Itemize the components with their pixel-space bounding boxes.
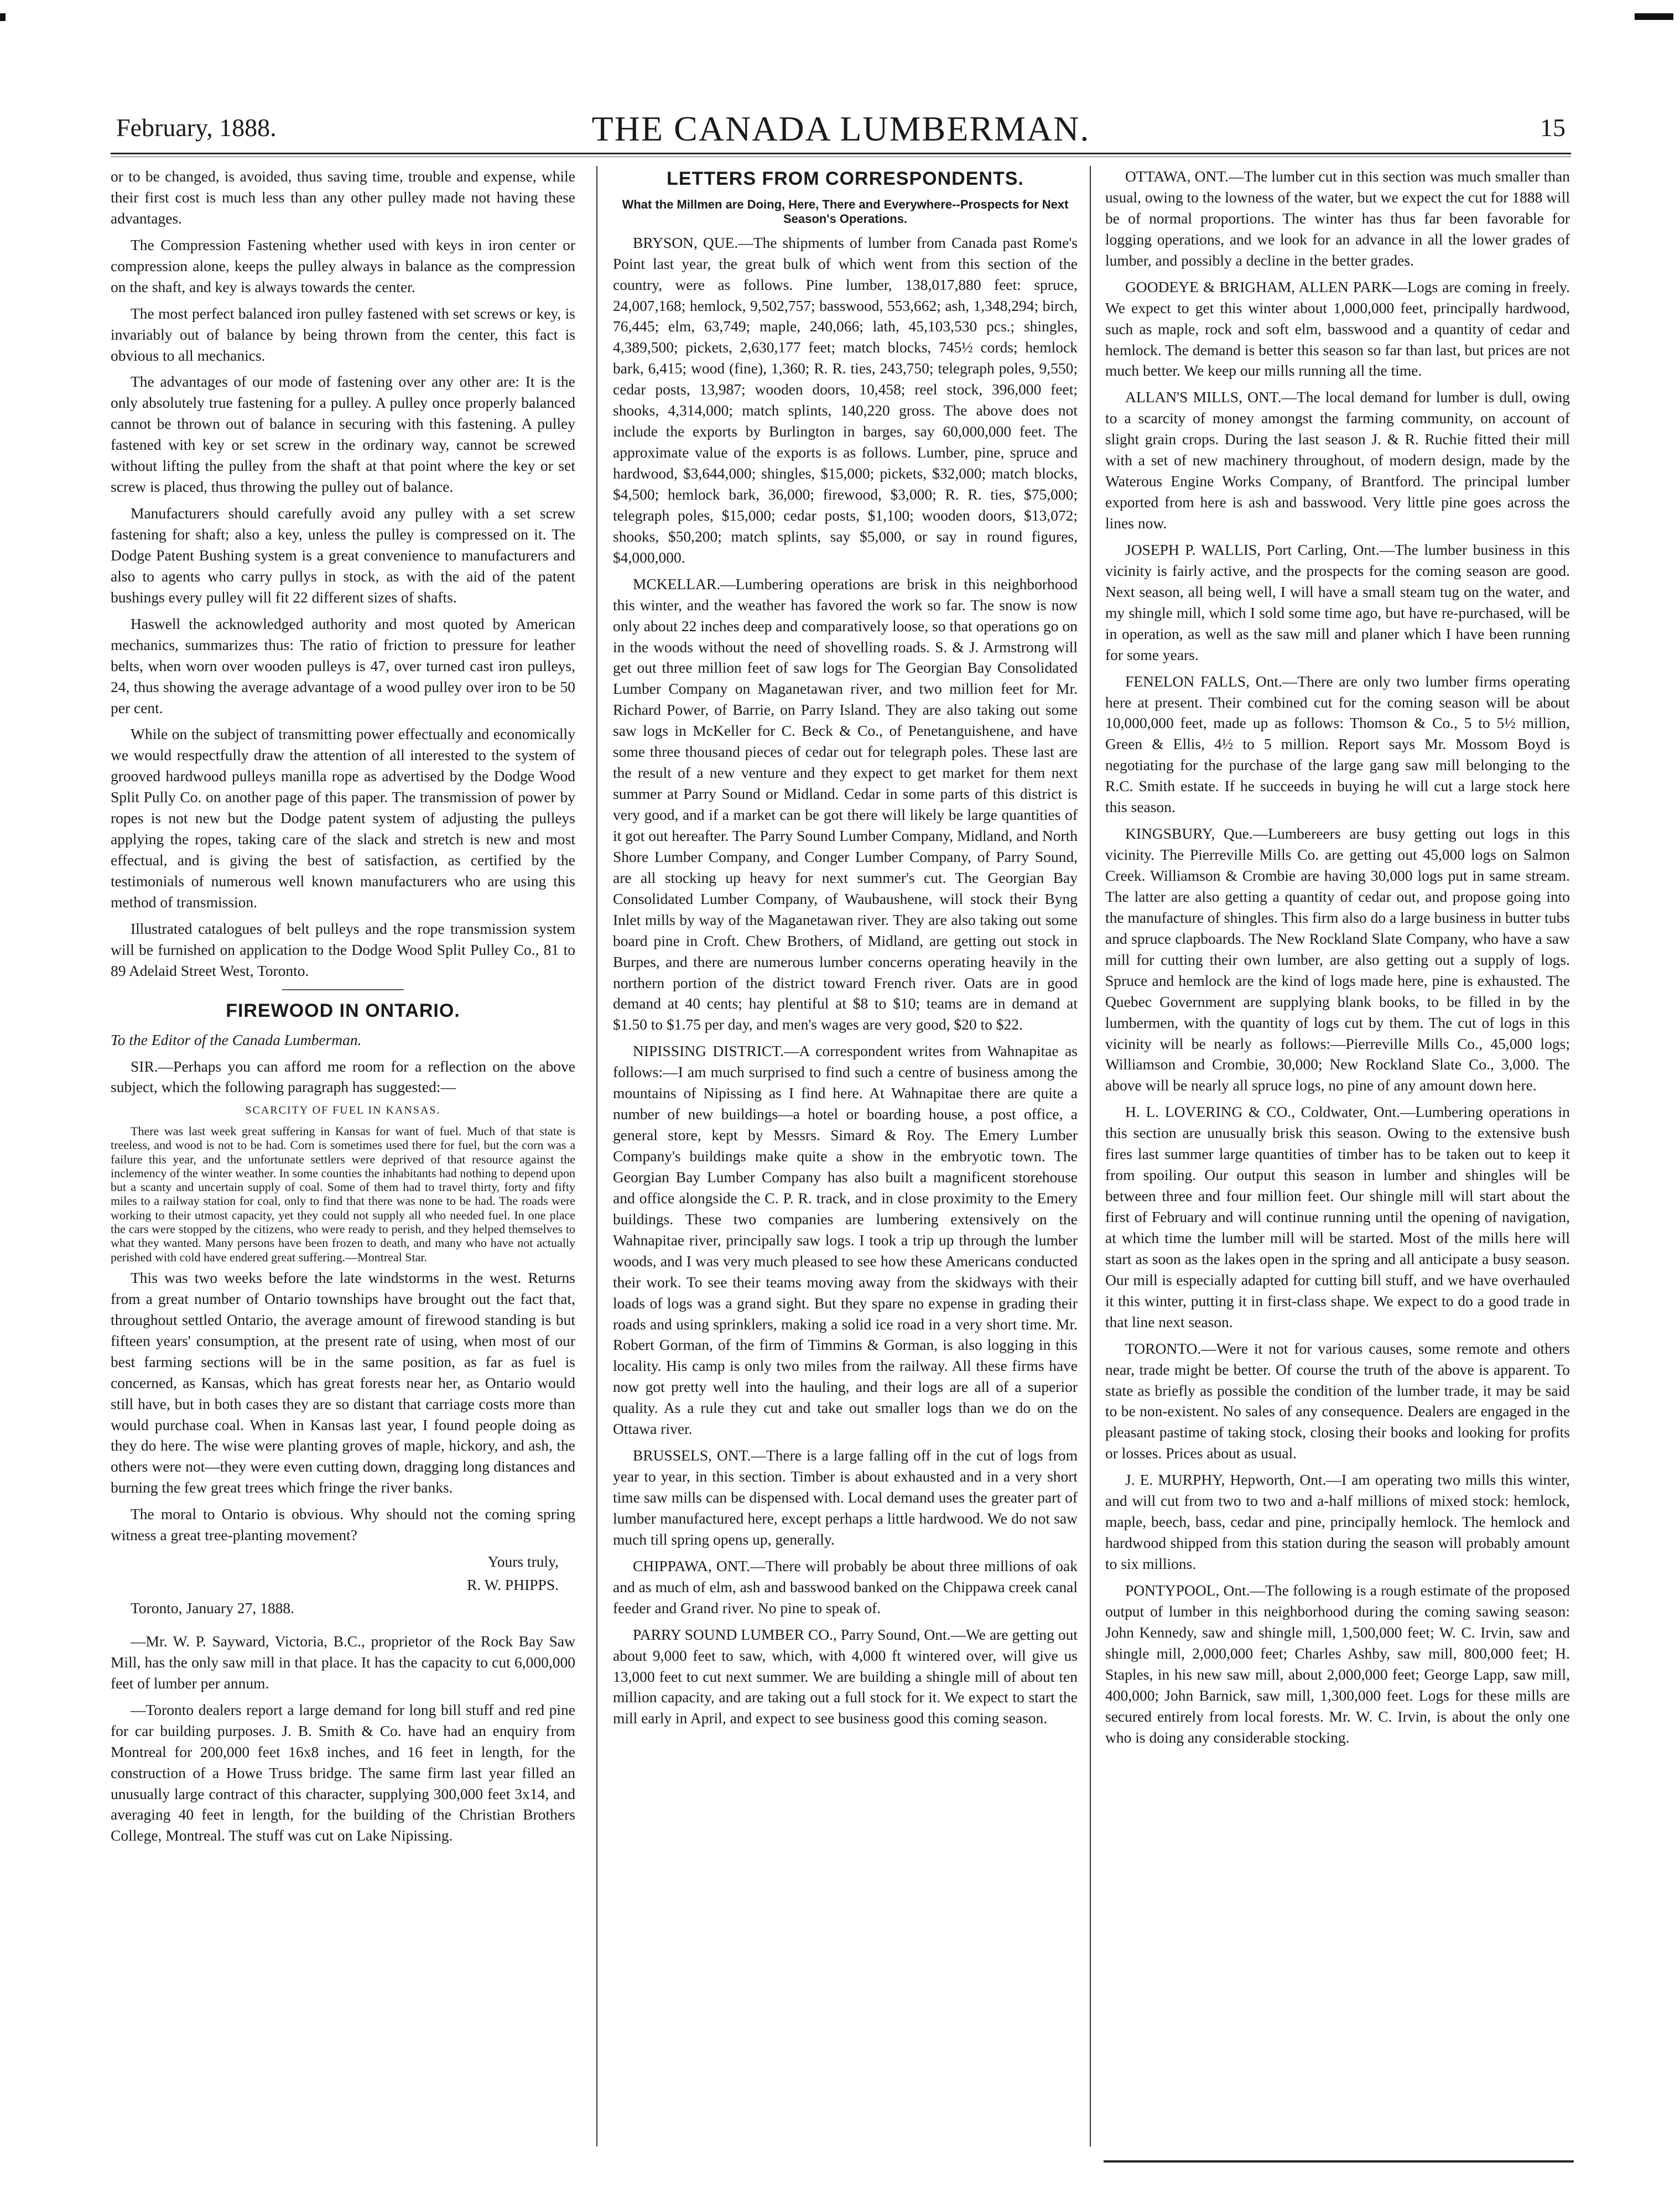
page-number: 15 xyxy=(1540,113,1565,142)
article-paragraph: The most perfect balanced iron pulley fastened with set screws or key, is invariably out of balance by being thrown from the center, this fact is obvious to all mechanics. xyxy=(111,304,575,364)
scan-mark-left xyxy=(0,13,6,21)
signature-closing: Yours truly, xyxy=(487,1553,559,1571)
section-divider xyxy=(282,989,404,990)
column-middle xyxy=(613,166,1078,1734)
article-paragraph: or to be changed, is avoided, thus saving time, trouble and expense, while their first cost is much less than any other pulley made not having these advantages. xyxy=(111,168,575,227)
correspondent-letter: TORONTO.—Were it not for various causes, some remote and others near, trade might be better. Of course the truth of the above is apparent. To state as briefly as possible the condition of the lumber trade, it may be said to be non-existent. No sales of any consequence. Dealers are engaged in the pleasant pastime of taking stock, closing their books and looking for profits or losses. Prices about as usual. xyxy=(1105,1339,1570,1462)
article-paragraph: The moral to Ontario is obvious. Why should not the coming spring witness a great tree-planting movement? xyxy=(111,1505,575,1544)
column-right xyxy=(1105,166,1570,1753)
scan-mark-right xyxy=(1635,13,1673,20)
correspondent-letter: BRYSON, QUE.—The shipments of lumber from Canada past Rome's Point last year, the great bulk of which went from this section of the country, were as follows. Pine lumber, 138,017,880 feet: spruce, 24,007,168; hemlock, 9,502,757; basswood, 553,662; ash, 1,348,294; birch, 76,445; elm, 63,749; maple, 240,066; lath, 45,103,530 pcs.; shingles, 4,389,500; pickets, 2,630,177 feet; match blocks, 745½ cords; hemlock bark, 6,415; wood (fine), 1,360; R. R. ties, 243,750; telegraph poles, 9,550; cedar posts, 13,987; wooden doors, 10,458; reel stock, 396,000 feet; shooks, 4,314,000; match splints, 140,220 gross. The above does not include the exports by Burlington in barges, say 60,000,000 feet. The approximate value of the exports is as follows. Lumber, pine, spruce and hardwood, $3,644,000; shingles, $15,000; pickets, $32,000; match blocks, $4,500; hemlock bark, 36,000; firewood, $3,000; R. R. ties, $75,000; telegraph poles, $15,000; cedar posts, $1,100; wooden doors, $13,072; shooks, $50,200; match splints, say $5,000, or say in round figures, $4,000,000. xyxy=(613,233,1078,566)
article-paragraph: Manufacturers should carefully avoid any pulley with a set screw fastening for shaft; also a key, unless the pulley is compressed on it. The Dodge Patent Bushing system is a great convenience to manufacturers and also to agents who carry pullys in stock, as with the aid of the patent bushings every pulley will fit 22 different sizes of shafts. xyxy=(111,505,575,606)
correspondent-letter: J. E. MURPHY, Hepworth, Ont.—I am operating two mills this winter, and will cut from two to two and a-half millions of mixed stock: hemlock, maple, beech, bass, cedar and pine, principally hemlock. The hemlock and hardwood shipped from this station during the season will probably amount to six millions. xyxy=(1105,1471,1570,1572)
correspondent-letter: OTTAWA, ONT.—The lumber cut in this section was much smaller than usual, owing to the lowness of the water, but we expect the cut for 1888 will be of normal proportions. The winter has thus far been favorable for logging operations, and we look for an advance in all the lower grades of lumber, and possibly a decline in the better grades. xyxy=(1105,168,1570,269)
section-title-letters: LETTERS FROM CORRESPONDENTS. xyxy=(667,168,1024,189)
masthead-title: THE CANADA LUMBERMAN. xyxy=(591,109,1090,148)
page-header xyxy=(116,108,1565,147)
news-note: —Toronto dealers report a large demand for long bill stuff and red pine for car building purposes. J. B. Smith & Co. have had an enquiry from Montreal for 200,000 feet 16x8 inches, and 16 feet in length, for the construction of a Howe Truss bridge. The same firm last year filled an unusually large contract of this character, supplying 300,000 feet 3x14, and averaging 40 feet in length, for the building of the Christian Brothers College, Montreal. The stuff was cut on Lake Nipissing. xyxy=(111,1701,575,1844)
article-paragraph: While on the subject of transmitting power effectually and economically we would respectfully draw the attention of all interested to the system of grooved hardwood pulleys manilla rope as advertised by the Dodge Wood Split Pully Co. on another page of this paper. The transmission of power by ropes is not new but the Dodge patent system of adjusting the pulleys applying the ropes, taking care of the slack and stretch is new and most effectual, and is giving the best of satisfaction, as certified by the testimonials of numerous well known manufacturers who are using this method of transmission. xyxy=(111,725,575,911)
quoted-block xyxy=(111,1124,575,1264)
correspondent-letter: CHIPPAWA, ONT.—There will probably be about three millions of oak and as much of elm, ash and basswood banked on the Chippawa creek canal feeder and Grand river. No pine to speak of. xyxy=(613,1557,1078,1617)
correspondent-letter: PARRY SOUND LUMBER CO., Parry Sound, Ont.—We are getting out about 9,000 feet to saw, which, with 4,000 ft wintered over, will give us 13,000 feet to cut next summer. We are building a shingle mill of about ten million capacity, and are taking out a full stock for it. We expect to start the mill early in April, and expect to see business good this coming season. xyxy=(613,1625,1078,1727)
correspondent-letter: BRUSSELS, ONT.—There is a large falling off in the cut of logs from year to year, in this section. Timber is about exhausted and in a very short time saw mills can be dispensed with. Local demand uses the greater part of lumber manufactured here, except perhaps a little hardwood. We do not saw much till spring opens up, generally. xyxy=(613,1447,1078,1548)
article-paragraph: Illustrated catalogues of belt pulleys and the rope transmission system will be furnished on application to the Dodge Wood Split Pulley Co., 81 to 89 Adelaid Street West, Toronto. xyxy=(111,919,575,979)
correspondent-letter: JOSEPH P. WALLIS, Port Carling, Ont.—The lumber business in this vicinity is fairly active, and the prospects for the coming season are good. Next season, all being well, I will have a small steam tug on the water, and my shingle mill, which I sold some time ago, but have re-purchased, will be in operation, as well as the saw mill and planer which I have been running for some years. xyxy=(1105,540,1570,663)
column-rule xyxy=(596,166,597,2146)
section-subtitle: What the Millmen are Doing, Here, There and Everywhere--Prospects for Next Season's Operations. xyxy=(622,197,1069,226)
issue-date: February, 1888. xyxy=(116,113,277,142)
letter-salutation: To the Editor of the Canada Lumberman. xyxy=(111,1031,362,1048)
news-note: —Mr. W. P. Sayward, Victoria, B.C., proprietor of the Rock Bay Saw Mill, has the only saw mill in that place. It has the capacity to cut 6,000,000 feet of lumber per annum. xyxy=(111,1632,575,1692)
section-title-firewood: FIREWOOD IN ONTARIO. xyxy=(226,1000,460,1021)
article-paragraph: SIR.—Perhaps you can afford me room for a reflection on the above subject, which the following paragraph has suggested:— xyxy=(111,1057,575,1096)
correspondent-letter: GOODEYE & BRIGHAM, ALLEN PARK—Logs are coming in freely. We expect to get this winter about 1,000,000 feet, principally hardwood, such as maple, rock and soft elm, basswood and a quantity of cedar and hemlock. The demand is better this season so far than last, but prices are not much better. We keep our mills running all the time. xyxy=(1105,278,1570,380)
column-left xyxy=(111,166,575,1852)
correspondent-letter: NIPISSING DISTRICT.—A correspondent writes from Wahnapitae as follows:—I am much surprised to find such a centre of business among the mountains of Nipissing as I find here. At Wahnapitae there are quite a number of new buildings—a hotel or boarding house, a post office, a general store, kept by Messrs. Simard & Roy. The Emery Lumber Company's buildings make quite a show in the embryotic town. The Georgian Bay Lumber Company has also built a magnificent storehouse and office alongside the C. P. R. track, and in close proximity to the Emery buildings. These two companies are lumbering extensively on the Wahnapitae river, principally saw logs. I took a trip up through the lumber woods, and I was very much pleased to see how these Americans conducted their work. To see their teams moving away from the skidways with their loads of logs was a grand sight. But they spare no expense in grading their roads and using sprinklers, making a solid ice road in a very short time. Mr. Robert Gorman, of the firm of Timmins & Gorman, is also logging in this locality. His camp is only two miles from the railway. All these firms have now got pretty well into the hauling, and their logs are all of a superior quality. As a rule they cut and take out smaller logs than we do on the Ottawa river. xyxy=(613,1042,1078,1438)
article-paragraph: This was two weeks before the late windstorms in the west. Returns from a great number of Ontario townships have brought out the fact that, throughout settled Ontario, the average amount of firewood standing is but fifteen years' consumption, at the present rate of using, when most of our best farming sections will be in the same position, as far as fuel is concerned, as Kansas, which has great forests near her, as Ontario would still have, but in both cases they are so distant that carriage costs more than would purchase coal. When in Kansas last year, I found people doing as they do here. The wise were planting groves of maple, hickory, and ash, the others were not—they were even cutting down, dragging long distances and burning the few great trees which fringe the river banks. xyxy=(111,1269,575,1496)
correspondent-letter: FENELON FALLS, Ont.—There are only two lumber firms operating here at present. Their combined cut for the coming season will be about 10,000,000 feet, made up as follows: Thomson & Co., 5 to 5½ million, Green & Ellis, 4½ to 5 million. Report says Mr. Mossom Boyd is negotiating for the purchase of the large gang saw mill belonging to the R.C. Smith estate. If he succeeds in buying he will cut a large stock here this season. xyxy=(1105,672,1570,816)
signature-name: R. W. PHIPPS. xyxy=(467,1576,559,1594)
dateline: Toronto, January 27, 1888. xyxy=(131,1599,294,1617)
quote-title: SCARCITY OF FUEL IN KANSAS. xyxy=(245,1104,441,1117)
correspondent-letter: PONTYPOOL, Ont.—The following is a rough estimate of the proposed output of lumber in this neighborhood during the coming sawing season: John Kennedy, saw and shingle mill, 1,500,000 feet; W. C. Irvin, saw and shingle mill, 2,000,000 feet; Charles Ashby, saw mill, 800,000 feet; H. Staples, in his new saw mill, about 2,000,000 feet; George Lapp, saw mill, 400,000; John Barnick, saw mill, 1,300,000 feet. Logs for these mills are secured entirely from local forests. Mr. W. C. Irvin, is about the only one who is doing any considerable stocking. xyxy=(1105,1581,1570,1746)
article-paragraph: The Compression Fastening whether used with keys in iron center or compression alone, keeps the pulley always in balance as the compression on the shaft, and key is always towards the center. xyxy=(111,236,575,295)
column-rule xyxy=(1090,166,1091,2146)
column-end-rule xyxy=(1104,2160,1574,2163)
correspondent-letter: MCKELLAR.—Lumbering operations are brisk in this neighborhood this winter, and the weather has favored the work so far. The snow is now only about 22 inches deep and comparatively loose, so that operations go on in the woods without the need of shovelling roads. S. & J. Armstrong will get out three million feet of saw logs for The Georgian Bay Consolidated Lumber Company on Maganetawan river, and two million feet for Mr. Richard Power, of Barrie, on Parry Island. They are also taking out some saw logs in McKeller for C. Beck & Co., of Penetanguishene, and have some three thousand pieces of cedar out for telegraph poles. These last are the result of a new venture and they expect to get market for them next summer at Parry Sound or Midland. Cedar in some parts of this district is very good, and if a market can be got there will likely be large quantities of it got out hereafter. The Parry Sound Lumber Company, Midland, and North Shore Lumber Company, and Conger Lumber Company, of Parry Sound, are all stocking up heavy for next summer's cut. The Georgian Bay Consolidated Lumber Company, of Waubaushene, will stock their Byng Inlet mills by way of the Maganetawan river. They are also taking out some board pine in Croft. Chew Brothers, of Midland, are getting out stock in Burpes, and there are numerous lumber concerns operating heavily in the northern portion of the district toward French river. Oats are in good demand at 40 cents; hay plentiful at $8 to $10; teams are in demand at $1.50 to $1.75 per day, and men's wages are very good, $20 to $22. xyxy=(613,575,1078,1033)
header-rule xyxy=(111,153,1571,154)
quoted-paragraph: There was last week great suffering in Kansas for want of fuel. Much of that state is treeless, and wood is not to be had. Corn is sometimes used there for fuel, but the corn was a failure this year, and the unfortunate settlers were deprived of that resource against the inclemency of the winter weather. In some counties the inhabitants had nothing to depend upon but a scanty and uncertain supply of coal. Some of them had to travel thirty, forty and fifty miles to a railway station for coal, only to find that there was none to be had. The roads were working to their utmost capacity, yet they could not supply all who needed fuel. In one place the cars were stopped by the citizens, who were ready to perish, and they helped themselves to what they wanted. Many persons have been frozen to death, and many who have not actually perished with cold have endered great suffering.—Montreal Star. xyxy=(111,1124,575,1264)
correspondent-letter: KINGSBURY, Que.—Lumbereers are busy getting out logs in this vicinity. The Pierreville Mills Co. are getting out 45,000 logs on Salmon Creek. Williamson & Crombie are having 30,000 logs put in same stream. The latter are also getting a quantity of cedar out, and propose going into the manufacture of shingles. This firm also do a large business in butter tubs and spruce clapboards. The New Rockland Slate Company, who have a saw mill for cutting their own lumber, are also getting out a supply of logs. Spruce and hemlock are the kind of logs made here, pine is exhausted. The Quebec Government are supplying blank books, to be filled in by the lumbermen, with the quantity of logs cut by them. The cut of logs in this vicinity will be nearly as follows:—Pierreville Mills Co., 45,000 logs; Williamson and Crombie, 30,000; New Rockland Slate Co., 3,000. The above will be nearly all spruce logs, no pine of any amount down here. xyxy=(1105,825,1570,1094)
article-paragraph: Haswell the acknowledged authority and most quoted by American mechanics, summarizes thus: The ratio of friction to pressure for leather belts, when worn over wooden pulleys is 47, over turned cast iron pulleys, 24, thus showing the average advantage of a wood pulley over iron to be 50 per cent. xyxy=(111,615,575,716)
correspondent-letter: ALLAN'S MILLS, ONT.—The local demand for lumber is dull, owing to a scarcity of money amongst the farming community, on account of slight grain crops. During the last season J. & R. Ruchie fitted their mill with a set of new machinery throughout, of modern design, made by the Waterous Engine Works Company, of Brantford. The principal lumber exported from here is ash and basswood. Very little pine goes across the lines now. xyxy=(1105,388,1570,532)
correspondent-letter: H. L. LOVERING & CO., Coldwater, Ont.—Lumbering operations in this section are unusually brisk this season. Owing to the extensive bush fires last summer large quantities of timber has to be taken out to keep it from spoiling. Our output this season in lumber and shingles will be between three and four million feet. Our shingle mill will start about the first of February and will continue running until the opening of navigation, at which time the lumber mill will be started. Most of the mills here will start as soon as the lakes open in the spring and all anticipate a busy season. Our mill is especially adapted for cutting bill stuff, and we have overhauled it this winter, putting it in first-class shape. We expect to do a good trade in that line next season. xyxy=(1105,1103,1570,1330)
article-paragraph: The advantages of our mode of fastening over any other are: It is the only absolutely true fastening for a pulley. A pulley once properly balanced cannot be thrown out of balance in securing with this fastening. A pulley fastened with key or set screw in the ordinary way, cannot be screwed without lifting the pulley from the shaft at that point where the key or set screw is placed, thus throwing the pulley out of balance. xyxy=(111,373,575,496)
